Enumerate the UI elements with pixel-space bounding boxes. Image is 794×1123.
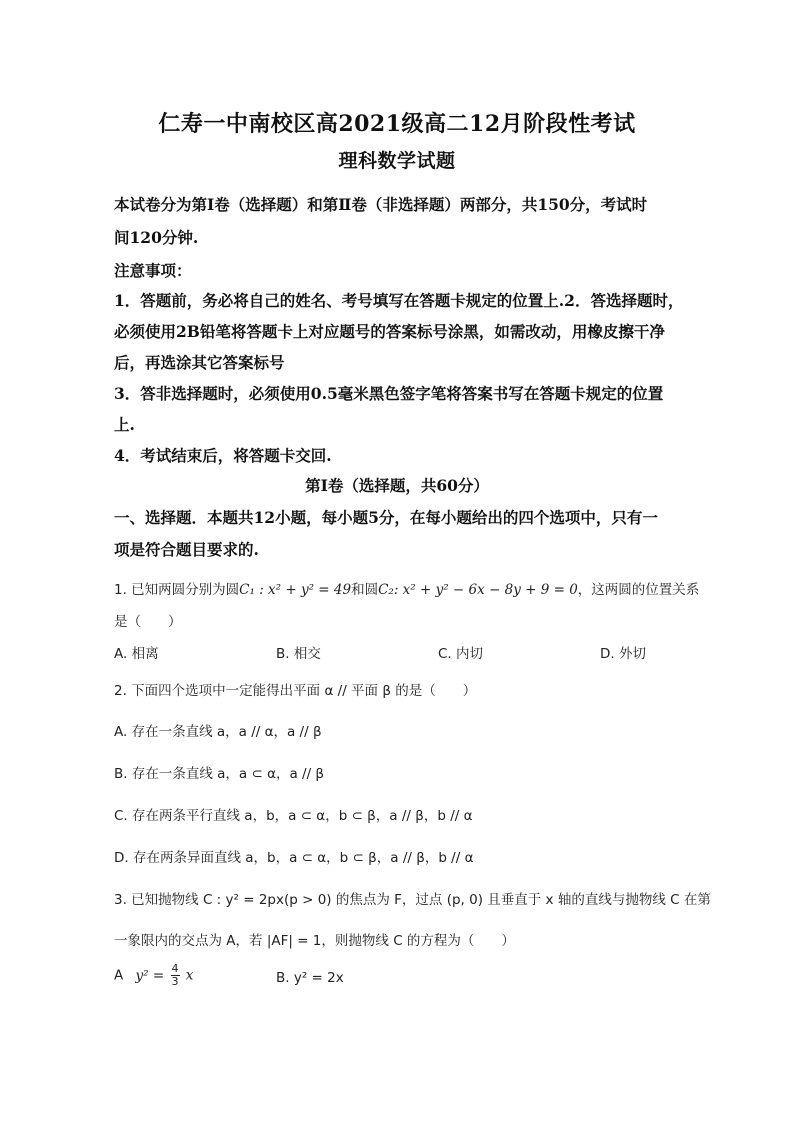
part1-heading: 第Ⅰ卷（选择题，共60分） <box>305 476 489 495</box>
q1-suffix: ，这两圆的位置关系 <box>577 582 700 598</box>
notice-4: 4．考试结束后，将答题卡交回. <box>114 446 332 465</box>
notice-1a: 1．答题前，务必将自己的姓名、考号填写在答题卡规定的位置上.2．答选择题时， <box>114 291 684 310</box>
section1-line-b: 项是符合题目要求的. <box>114 540 259 559</box>
question-1-line2: 是（ ） <box>114 614 182 630</box>
fraction-numerator: 4 <box>171 962 179 975</box>
q3-option-b: B. y² = 2x <box>276 970 344 986</box>
q1-prefix: 1. 已知两圆分别为圆 <box>114 582 240 598</box>
fraction-denominator: 3 <box>171 975 179 988</box>
q1-mid: 和圆 <box>351 582 379 598</box>
intro-line-2: 间120分钟. <box>114 228 199 247</box>
q1-option-d: D. 外切 <box>600 646 646 662</box>
q3-option-a-label: A <box>114 967 124 984</box>
intro-line-1: 本试卷分为第Ⅰ卷（选择题）和第Ⅱ卷（非选择题）两部分，共150分，考试时 <box>114 195 648 214</box>
question-3-line2: 一象限内的交点为 A，若 |AF| = 1，则抛物线 C 的方程为（ ） <box>114 933 515 949</box>
notice-3a: 3．答非选择题时，必须使用0.5毫米黑色签字笔将答案书写在答题卡规定的位置 <box>114 384 664 403</box>
q2-option-b: B. 存在一条直线 a，a ⊂ α，a // β <box>114 766 325 782</box>
q3-option-a-var: x <box>185 967 194 984</box>
q1-option-a: A. 相离 <box>114 646 159 662</box>
notice-1b: 必须使用2B铅笔将答题卡上对应题号的答案标号涂黑，如需改动，用橡皮擦干净 <box>114 322 665 341</box>
q1-option-c: C. 内切 <box>438 646 484 662</box>
q3-option-a <box>114 963 193 988</box>
question-2-stem: 2. 下面四个选项中一定能得出平面 α // 平面 β 的是（ ） <box>114 683 477 699</box>
q2-option-c: C. 存在两条平行直线 a，b，a ⊂ α，b ⊂ β，a // β，b // α <box>114 808 473 824</box>
exam-title: 仁寿一中南校区高2021级高二12月阶段性考试 <box>158 111 636 137</box>
section1-line-a: 一、选择题．本题共12小题，每小题5分，在每小题给出的四个选项中，只有一 <box>114 508 658 527</box>
exam-subtitle: 理科数学试题 <box>338 150 456 172</box>
notice-heading: 注意事项： <box>114 261 192 280</box>
q3-option-a-lhs: y² = <box>135 967 165 984</box>
q2-option-d: D. 存在两条异面直线 a，b，a ⊂ α，b ⊂ β，a // β，b // α <box>114 850 474 866</box>
q1-circle-c1: C₁ : x² + y² = 49 <box>239 582 352 598</box>
notice-3b: 上. <box>114 415 135 434</box>
question-1-stem <box>114 578 700 598</box>
q2-option-a: A. 存在一条直线 a，a // α，a // β <box>114 724 322 740</box>
q3-option-a-fraction <box>171 963 180 988</box>
q1-circle-c2: C₂: x² + y² − 6x − 8y + 9 = 0 <box>378 582 578 598</box>
question-3-line1: 3. 已知抛物线 C : y² = 2px(p > 0) 的焦点为 F，过点 (p, 0) 且垂直于 x 轴的直线与抛物线 C 在第 <box>114 892 711 908</box>
notice-1c: 后，再选涂其它答案标号 <box>114 353 285 372</box>
q1-option-b: B. 相交 <box>276 646 321 662</box>
